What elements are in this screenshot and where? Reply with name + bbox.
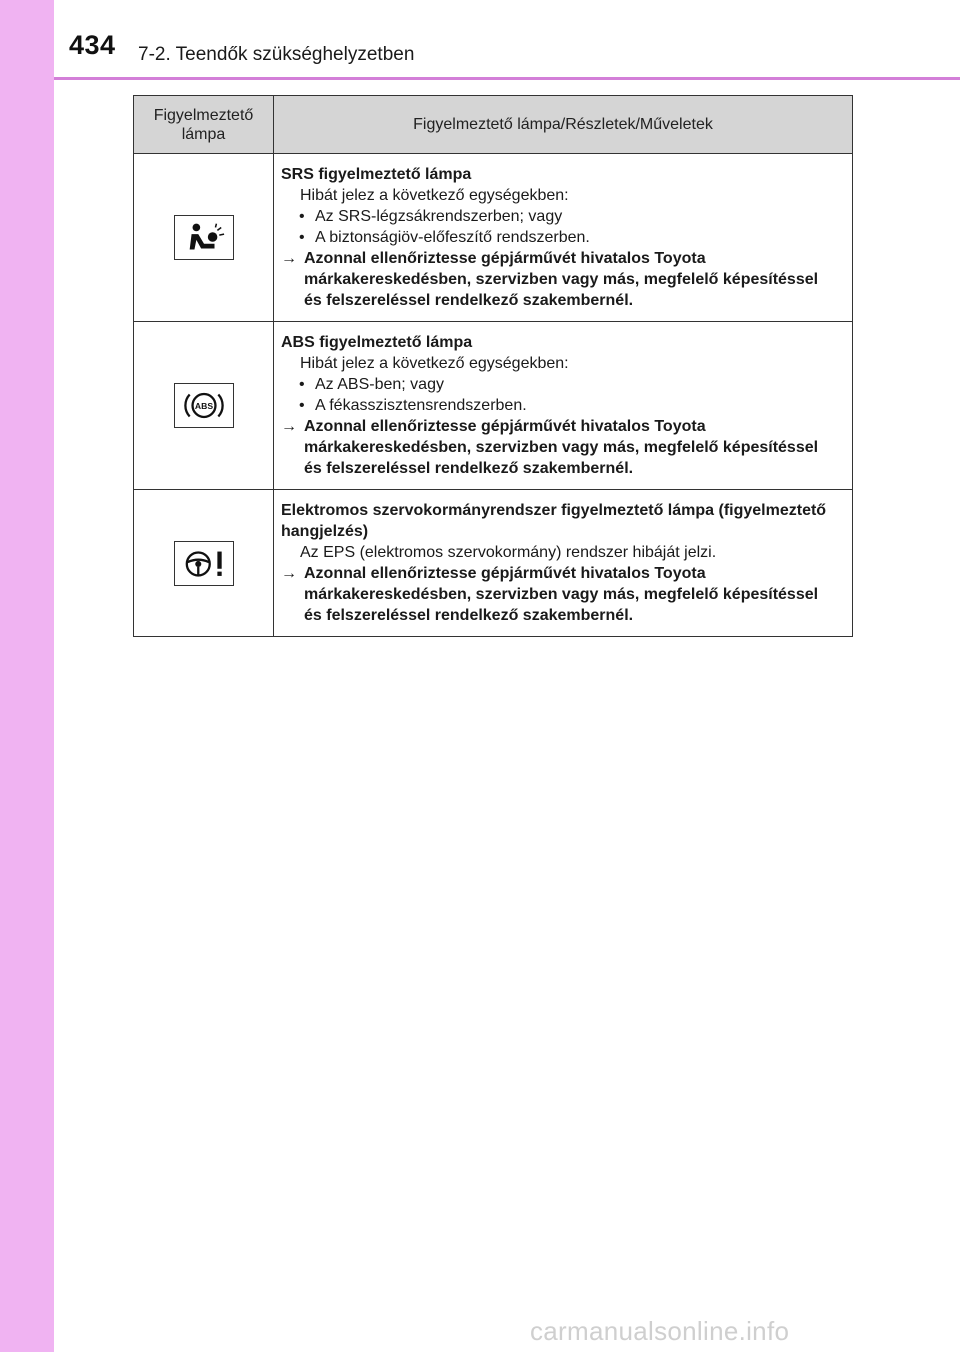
lamp-bullet: • A fékasszisztensrendszerben. [281,395,838,416]
lamp-action-text: Azonnal ellenőriztesse gépjárművét hivatalos Toyota márkakereskedésben, szervizben vagy más, megfelelő képesítéssel és felszereléssel rendelkező szakembernél. [304,565,819,624]
lamp-action [281,563,838,626]
side-color-band [0,0,54,1352]
lamp-bullet: • Az SRS-légzsákrendszerben; vagy [281,206,838,227]
page-number: 434 [69,30,116,60]
lamp-bullet: • Az ABS-ben; vagy [281,374,838,395]
lamp-action [281,248,838,311]
arrow-icon: → [281,418,297,435]
header-rule [54,77,960,80]
column-header-details: Figyelmeztető lámpa/Részletek/Műveletek [274,96,853,154]
lamp-bullet: • A biztonságiöv-előfeszítő rendszerben. [281,227,838,248]
srs-airbag-icon [174,215,234,260]
lamp-intro: Hibát jelez a következő egységekben: [300,187,569,204]
watermark: carmanualsonline.info [530,1316,790,1346]
lamp-title: SRS figyelmeztető lámpa [281,166,472,183]
lamp-action-text: Azonnal ellenőriztesse gépjárművét hivatalos Toyota márkakereskedésben, szervizben vagy más, megfelelő képesítéssel és felszereléssel rendelkező szakembernél. [304,250,819,309]
abs-icon [174,383,234,428]
warning-lamp-table [133,95,853,637]
details-cell [274,154,853,322]
details-cell [274,490,853,637]
table-row [134,154,853,322]
table-header-row [134,96,853,154]
section-title: 7-2. Teendők szükséghelyzetben [138,44,415,65]
arrow-icon: → [281,250,297,267]
lamp-title: ABS figyelmeztető lámpa [281,334,473,351]
lamp-intro: Hibát jelez a következő egységekben: [300,355,569,372]
icon-cell [134,154,274,322]
lamp-action [281,416,838,479]
lamp-action-text: Azonnal ellenőriztesse gépjárművét hivatalos Toyota márkakereskedésben, szervizben vagy más, megfelelő képesítéssel és felszereléssel rendelkező szakembernél. [304,418,819,477]
arrow-icon: → [281,565,297,582]
lamp-title: Elektromos szervokormányrendszer figyelmeztető lámpa (figyelmeztető hangjelzés) [281,502,827,540]
table-row [134,490,853,637]
abs-icon-label: ABS [194,400,213,411]
column-header-lamp: Figyelmeztető lámpa [134,96,274,154]
icon-cell [134,490,274,637]
table-row [134,322,853,490]
icon-cell [134,322,274,490]
power-steering-warning-icon [174,541,234,586]
details-cell [274,322,853,490]
lamp-intro: Az EPS (elektromos szervokormány) rendszer hibáját jelzi. [300,544,717,561]
